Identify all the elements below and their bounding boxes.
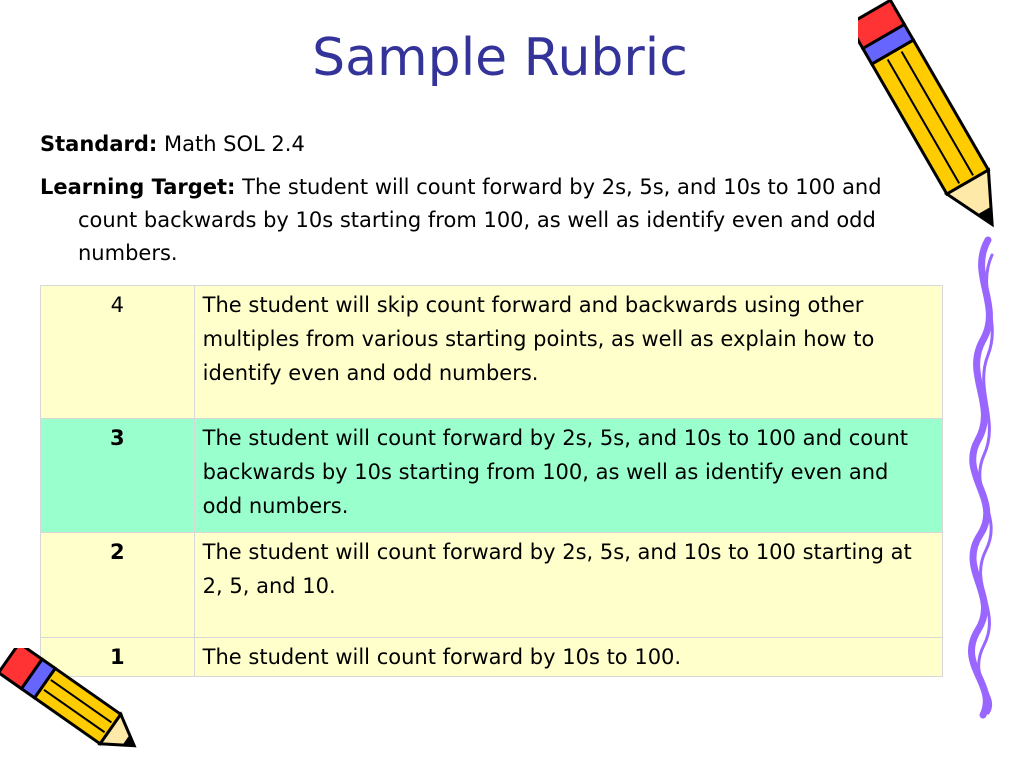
rubric-score: 2 — [41, 533, 195, 638]
pencil-icon — [858, 0, 1008, 245]
rubric-description: The student will skip count forward and backwards using other multiples from various starting points, as well as explain how to identify even and odd numbers. — [194, 286, 942, 419]
rubric-score: 1 — [41, 638, 195, 677]
rubric-row — [41, 638, 943, 677]
rubric-description: The student will count forward by 2s, 5s, and 10s to 100 and count backwards by 10s starting from 100, as well as identify even and odd numbers. — [194, 419, 942, 533]
squiggle-decoration — [958, 235, 1008, 720]
learning-target-line — [40, 171, 944, 270]
rubric-row — [41, 533, 943, 638]
rubric-row — [41, 286, 943, 419]
slide-title: Sample Rubric — [312, 28, 688, 88]
learning-target-label: Learning Target: — [40, 175, 236, 199]
rubric-score: 3 — [41, 419, 195, 533]
standard-line — [40, 128, 940, 161]
rubric-description: The student will count forward by 2s, 5s, and 10s to 100 starting at 2, 5, and 10. — [194, 533, 942, 638]
rubric-table — [40, 285, 943, 677]
rubric-row — [41, 419, 943, 533]
standard-value: Math SOL 2.4 — [163, 132, 305, 156]
rubric-score: 4 — [41, 286, 195, 419]
learning-target-value: The student will count forward by 2s, 5s, and 10s to 100 and count backwards by 10s starting from 100, as well as identify even and odd numbers. — [78, 175, 882, 265]
rubric-description: The student will count forward by 10s to 100. — [194, 638, 942, 677]
pencil-icon — [0, 648, 150, 758]
standard-label: Standard: — [40, 132, 158, 156]
